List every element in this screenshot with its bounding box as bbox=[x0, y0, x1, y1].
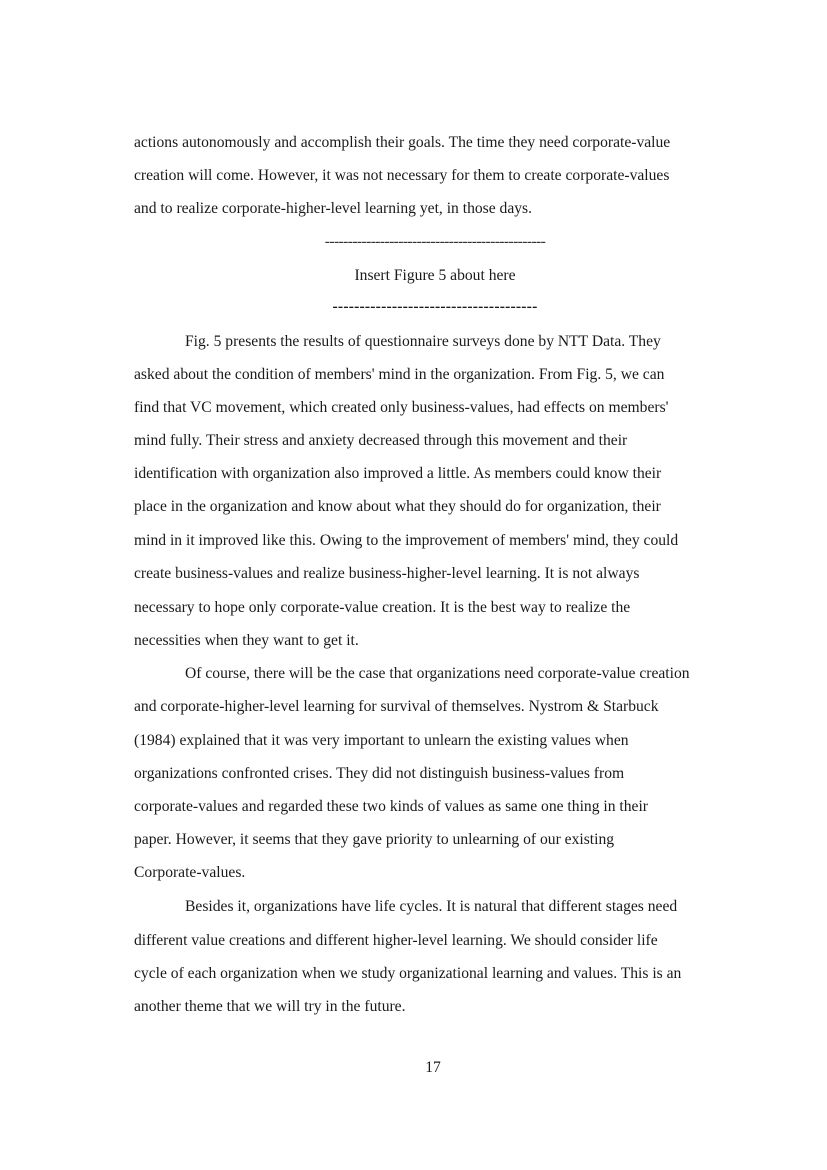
paragraph2-line: and corporate-higher-level learning for survival of themselves. Nystrom & Starbuck bbox=[134, 698, 659, 715]
paragraph1-line: necessary to hope only corporate-value creation. It is the best way to realize the bbox=[134, 599, 631, 616]
paragraph3-line: Besides it, organizations have life cycles. It is natural that different stages need bbox=[185, 898, 678, 915]
paragraph2-line: Corporate-values. bbox=[134, 864, 246, 881]
figure-placeholder-bottom-rule: -------------------------------------- bbox=[332, 298, 538, 315]
page-number: 17 bbox=[425, 1059, 441, 1076]
paragraph1-line: place in the organization and know about what they should do for organization, their bbox=[134, 498, 661, 515]
paragraph1-line: asked about the condition of members' mind in the organization. From Fig. 5, we can bbox=[134, 366, 665, 383]
figure-placeholder-label: Insert Figure 5 about here bbox=[354, 267, 516, 284]
paragraph2-line: paper. However, it seems that they gave priority to unlearning of our existing bbox=[134, 831, 615, 848]
paragraph1-line: find that VC movement, which created only business-values, had effects on members' bbox=[134, 399, 669, 416]
paragraph1-line: identification with organization also improved a little. As members could know their bbox=[134, 465, 662, 482]
paragraph3-line: different value creations and different higher-level learning. We should consider life bbox=[134, 932, 658, 949]
paragraph1-line: mind fully. Their stress and anxiety decreased through this movement and their bbox=[134, 432, 628, 449]
intro-line: actions autonomously and accomplish their goals. The time they need corporate-value bbox=[134, 134, 671, 151]
paragraph2-line: organizations confronted crises. They did not distinguish business-values from bbox=[134, 765, 625, 782]
paragraph2-line: Of course, there will be the case that organizations need corporate-value creation bbox=[185, 665, 690, 682]
paragraph1-line: mind in it improved like this. Owing to the improvement of members' mind, they could bbox=[134, 532, 679, 549]
paragraph1-line: necessities when they want to get it. bbox=[134, 632, 359, 649]
intro-line: creation will come. However, it was not necessary for them to create corporate-values bbox=[134, 167, 670, 184]
paragraph1-line: create business-values and realize business-higher-level learning. It is not always bbox=[134, 565, 640, 582]
intro-line: and to realize corporate-higher-level learning yet, in those days. bbox=[134, 200, 533, 217]
paragraph1-line: Fig. 5 presents the results of questionnaire surveys done by NTT Data. They bbox=[185, 333, 661, 350]
figure-placeholder-top-rule: ------------------------------------------------ bbox=[324, 233, 546, 250]
paragraph2-line: (1984) explained that it was very important to unlearn the existing values when bbox=[134, 732, 629, 749]
paragraph2-line: corporate-values and regarded these two kinds of values as same one thing in their bbox=[134, 798, 648, 815]
paragraph3-line: another theme that we will try in the future. bbox=[134, 998, 406, 1015]
paragraph3-line: cycle of each organization when we study organizational learning and values. This is an bbox=[134, 965, 682, 982]
